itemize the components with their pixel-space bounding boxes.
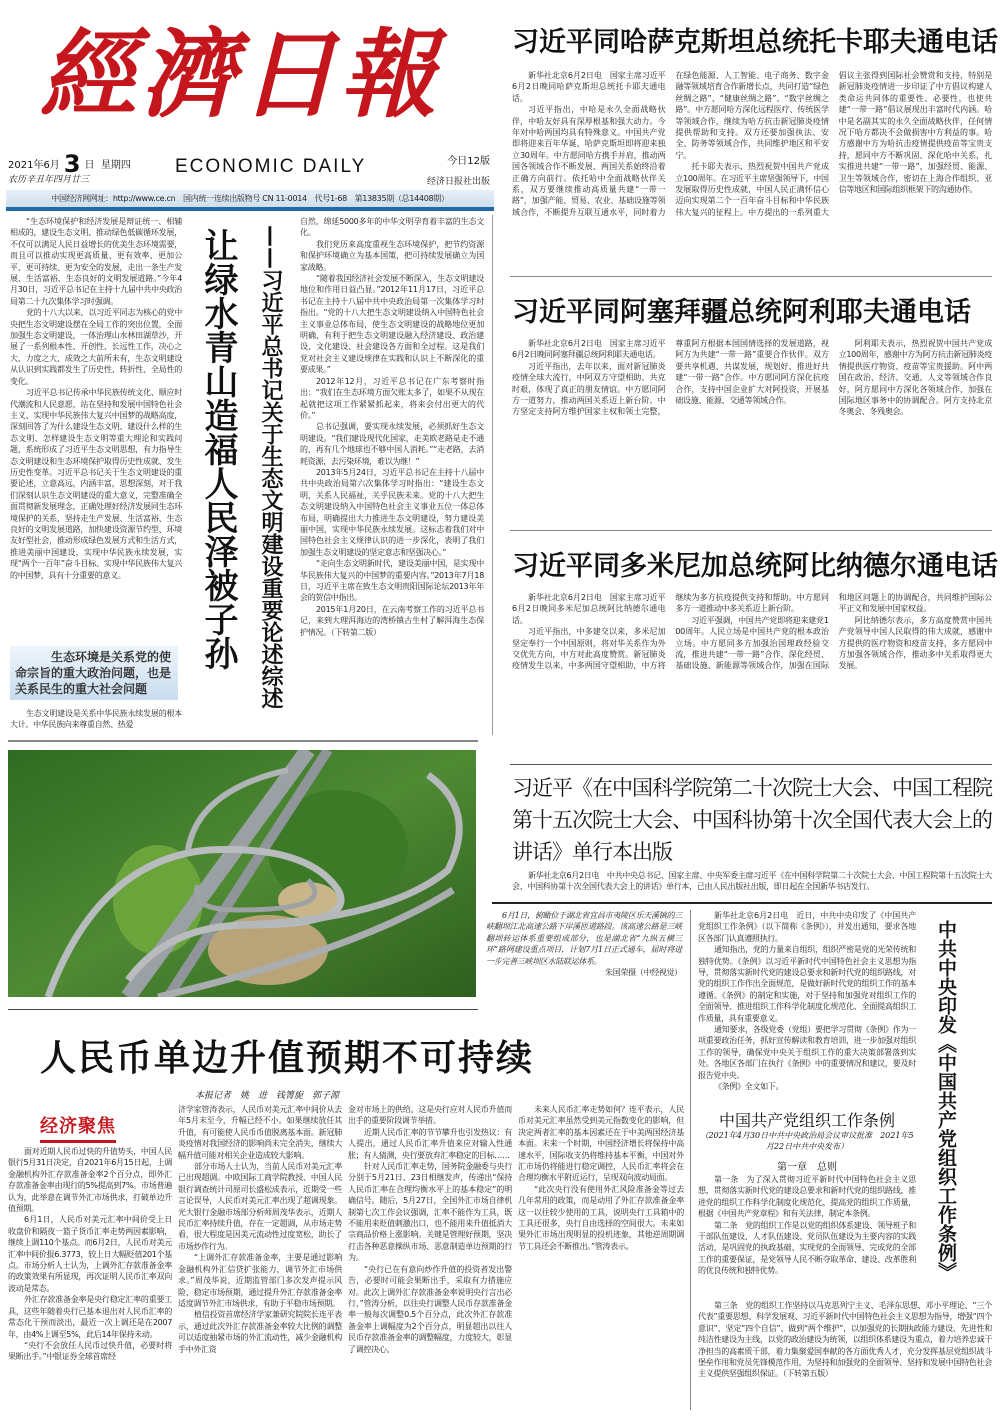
- paragraph: 总书记强调，要实现永续发展，必须抓好生态文明建设。“我们建设现代化国家，走美欧老路是走不通的，再有几个地球也不够中国人消耗。”“走老路，去消耗资源，去污染环境，难以为继！”: [300, 422, 484, 466]
- kazakhstan-headline: 习近平同哈萨克斯坦总统托卡耶夫通电话: [512, 27, 998, 58]
- lead-headline: 让绿水青山造福人民泽被子孙: [198, 228, 238, 670]
- paragraph: “央行不会放任人民币过快升值，必要时将果断出手。”中银证券全球首席经: [8, 1340, 172, 1362]
- paragraph: “生态环境保护和经济发展是辩证统一、相辅相成的，建设生态文明、推动绿色低碳循环发展，不仅可以满足人民日益增长的优美生态环境需要，而且可以推动实现更高质量、更有效率、更加公平、更可持续、更为安全的发展，走出一条生产发展、生活富裕、生态良好的文明发展道路。”今年4月30日，习近平总书记在主持十九届中共中央政治局第二十九次集体学习时强调。: [10, 217, 182, 306]
- photo-credit: 朱国荣摄（中经视觉）: [605, 968, 682, 978]
- publisher-label: 经济日报社出版: [426, 177, 490, 187]
- issue-month: 2021年6月: [8, 160, 60, 171]
- paragraph: 通知指出，党的力量来自组织，组织严密是党的光荣传统和独特优势。《条例》以习近平新时代中国特色社会主义思想为指导，贯彻落实新时代党的建设总要求和新时代党的组织路线，对党的组织工作作出全面规范，是做好新时代党的组织工作的基本遵循。《条例》的制定和实施，对于坚持和加强党对组织工作的全面领导、推进组织工作科学化制度化规范化、全面提高组织工作质量，具有重要意义。: [698, 945, 916, 1023]
- paragraph: 2015年1月20日，在云南考察工作的习近平总书记，来到大理洱海边的湾桥镇古生村了解洱海生态保护情况。（下转第二版）: [300, 604, 484, 637]
- paragraph: 习近平指出，去年以来，面对新冠肺炎疫情全球大流行，中阿双方守望相助、共克时艰，体现了真正的朋友情谊。中方愿同阿方一道努力，推动两国关系迈上新台阶。中方坚定支持阿方维护国家主权和领土完整，尊重阿方根据本国国情选择的发展道路，视阿方为共建“一带一路”重要合作伙伴。双方要共享机遇、共谋发展，规划好、推进好共建“一带一路”合作。中方愿同阿方深化抗疫合作，支持中国企业扩大对阿投资，开展基础设施、能源、交通等领域合作。: [512, 339, 829, 417]
- paragraph: 习近平指出，中哈是永久全面战略伙伴，中哈友好具有深厚根基和强大动力。今年对中哈两国均具有特殊意义。中国共产党即将迎来百年华诞，哈萨克斯坦即将迎来独立30周年。中方愿同哈方携手并肩，推动两国各领域合作不断发展、两国关系始终沿着正确方向前行。依托哈中全面战略伙伴关系，双方要继续推动高质量共建“一带一路”，加强产能、贸易、农业、基础设施等领域合作，不断提升互联互通水平，同时着力在绿色能源、人工智能、电子商务、数字金融等领域培育合作新增长点，共同打造“绿色丝绸之路”、“健康丝绸之路”、“数字丝绸之路”。中方愿同哈方深化远程医疗、传统医学等领域合作，继续为哈方抗击新冠肺炎疫情提供帮助和支持。双方还要加强执法、安全、防务等领域合作，共同维护地区和平安宁。: [512, 71, 829, 217]
- lead-article-col2: [300, 216, 484, 638]
- paragraph: 第二条 党的组织工作是以党的组织体系建设、领导班子和干部队伍建设、人才队伍建设、党员队伍建设为主要内容的实践活动，是巩固党的执政基础、实现党的全面领导、完成党的全部工作的重要保证，是党领导人民不断夺取革命、建设、改革胜利的优良传统和独特优势。: [698, 1220, 916, 1276]
- column-divider: [690, 910, 691, 1410]
- section-divider: [510, 764, 992, 765]
- paragraph: 新华社北京6月2日电 近日，中共中央印发了《中国共产党组织工作条例》（以下简称《条例》），并发出通知，要求各地区各部门认真遵照执行。: [698, 911, 916, 943]
- paragraph: 我们党历来高度重视生态环境保护，把节约资源和保护环境确立为基本国策，把可持续发展确立为国家战略。: [300, 239, 484, 272]
- azerbaijan-body: [512, 338, 992, 418]
- rmb-headline: 人民币单边升值预期不可持续: [40, 1038, 535, 1079]
- regulation-vertical-headline: 中共中央印发《中国共产党组织工作条例》: [935, 920, 957, 1281]
- paragraph: “央行已在有意向炒作升值的投资者发出警告，必要时可能会果断出手，采取有力措施应对。此次上调外汇存款准备金率说明央行言出必行，”管涛分析，以往央行调整人民币存款准备金率一般每次调整0.5个百分点，此次外汇存款准备金率上调幅度为2个百分点，明显超出以往人民币存款准备金率的调整幅度，力度较大，彰显了调控决心。: [348, 1264, 512, 1354]
- column-divider: [492, 215, 493, 735]
- newspaper-logo: 經濟日報: [40, 18, 440, 131]
- section-divider: [510, 530, 992, 531]
- paragraph: 阿比纳德尔表示，多方高度赞赏中国共产党领导中国人民取得的伟大成就，感谢中方提供的医疗物资和疫苗支持，多方愿同中方加强各领域合作，推动多中关系取得更大发展。: [838, 615, 992, 671]
- caption-text: 6月1日，俯瞰位于湖北省宜昌市夷陵区乐天溪镇的三峡翻坝江北高速公路下岸溪匝道路段。该高速公路是三峡翻坝转运体系重要组成部分，也是湖北省“九纵五横三环”路网建设重点项目，计划7月1日正式通车，届时将进一步完善三峡坝区水陆联运体系。: [486, 911, 682, 966]
- regulation-articles: [698, 1174, 916, 1277]
- regulation-articles-cont: [698, 1300, 992, 1380]
- lead-subheadline: ——习近平总书记关于生态文明建设重要论述综述: [258, 225, 283, 709]
- rmb-col3: [348, 1104, 512, 1355]
- paragraph: 新华社北京6月2日电 国家主席习近平6月2日晚同哈萨克斯坦总统托卡耶夫通电话。: [512, 71, 666, 103]
- paragraph: 新华社北京6月2日电 中共中央总书记、国家主席、中央军委主席习近平《在中国科学院第二十次院士大会、中国工程院第十五次院士大会、中国科协第十次全国代表大会上的讲话》单行本，已由人民出版社出版，即日起在全国新华书店发行。: [512, 871, 992, 892]
- section-divider: [8, 1009, 478, 1010]
- paragraph: 部分市场人士认为，当前人民币对美元汇率已出现超调。中欧国际工商学院教授、中国人民银行调查统计司原司长盛松成表示，近期受一些言论误导，人民币对美元汇率出现了超调现象。光大银行金融市场部分析师周茂华表示，近期人民币汇率持续升值，存在一定超调，从市场走势看，很大程度是因美元流动性过度宽松，助长了市场炒作行为。: [178, 1162, 342, 1251]
- paragraph: 针对人民币汇率走势，国务院金融委与央行分别于5月21日、23日相继发声，传递出“保持人民币汇率在合理均衡水平上的基本稳定”的明确信号。随后，5月27日，全国外汇市场自律机制第七次工作会议强调，汇率不能作为工具，既不能用来贬值刺激出口，也不能用来升值抵消大宗商品价格上涨影响。关键是管理好预期，坚决打击各种恶意操纵市场、恶意制造单边预期的行为。: [348, 1162, 512, 1263]
- paragraph: 济学家管涛表示，人民币对美元汇率中间价从去年5月末至今，升幅已经不小。如果继续放任其升值，有可能使人民币币值脱离基本面。新冠肺炎疫情对我国经济的影响尚未完全消失，继续大幅升值可能对相关企业造成较大影响。: [178, 1105, 342, 1160]
- info-bar: 中国经济网网址：http://www.ce.cn 国内统一连续出版物号 CN 11-0014 代号1-68 第13835期（总14408期）: [6, 190, 494, 207]
- paragraph: 习近平总书记传承中华民族传统文化、顺应时代潮流和人民意愿，站在坚持和发展中国特色社会主义、实现中华民族伟大复兴中国梦的战略高度，深刻回答了为什么建设生态文明、建设什么样的生态文明、怎样建设生态文明等重大理论和实践问题，系统形成了习近平生态文明思想，有力指导生态文明建设和生态环境保护取得历史性成就、发生历史性变革。习近平总书记关于生态文明建设的重要论述，立意高远，内涵丰富，思想深刻，对于我们深刻认识生态文明建设的重大意义，完整准确全面贯彻新发展理念，正确处理好经济发展同生态环境保护的关系，坚持走生产发展、生活富裕、生态良好的文明发展道路，加快建设资源节约型、环境友好型社会，推动形成绿色发展方式和生活方式，推进美丽中国建设，实现中华民族永续发展，实现“两个一百年”奋斗目标、实现中华民族伟大复兴的中国梦，具有十分重要的意义。: [10, 388, 182, 580]
- paragraph: 6月1日，人民币对美元汇率中间价受上日收盘价和隔夜一篮子货币汇率走势两因素影响，继续上调110个基点。而6月2日，人民币对美元汇率中间价报6.3773，较上日大幅贬值201个基点。市场分析人士认为，上调外汇存款准备金率的政策效果有所显现，再次证明人民币汇率双向波动是常态。: [8, 1215, 172, 1293]
- paragraph: 第一条 为了深入贯彻习近平新时代中国特色社会主义思想，贯彻落实新时代党的建设总要求和新时代党的组织路线，推进党的组织工作科学化制度化规范化，提高党的组织工作质量，根据《中国共产党章程》和有关法律，制定本条例。: [698, 1175, 916, 1219]
- section-divider: [510, 276, 992, 277]
- book-body: [512, 870, 992, 893]
- paragraph: 托卡耶夫表示，热烈祝贺中国共产党成立100周年。在习近平主席坚强领导下，中国发展取得历史性成就，中国人民正满怀信心迈向实现第二个一百年奋斗目标和中华民族伟大复兴的征程上。中方提出的一系列重大倡议主张得到国际社会赞赏和支持，特别是新冠肺炎疫情进一步印证了中方倡议构建人类命运共同体的重要性、必要性，也使共建“一带一路”倡议展现出丰富时代内涵。哈中是名副其实的永久全面战略伙伴，任何情况下哈方都决不会做损害中方利益的事。哈方感谢中方为哈抗击疫情提供疫苗等宝贵支持，愿同中方不断巩固、深化哈中关系，扎实推进共建“一带一路”，加强经贸、能源、卫生等领域合作，密切在上海合作组织、亚信等地区和国际组织框架下的沟通协作。: [675, 71, 992, 217]
- regulation-intro: [698, 910, 916, 1093]
- paragraph: 面对近期人民币过快的升值势头，中国人民银行5月31日决定，自2021年6月15日起，上调金融机构外汇存款准备金率2个百分点，即外汇存款准备金率由现行的5%提高到7%。市场普遍认为，此举意在调节外汇市场供求，打破单边升值预期。: [8, 1147, 172, 1214]
- paragraph: 2013年5月24日，习近平总书记在主持十八届中共中央政治局第六次集体学习时指出：“建设生态文明，关系人民福祉，关乎民族未来。党的十八大把生态文明建设纳入中国特色社会主义事业五位一体总体布局，明确提出大力推进生态文明建设，努力建设美丽中国，实现中华民族永续发展。这标志着我们对中国特色社会主义规律认识的进一步深化，表明了我们加强生态文明建设的坚定意志和坚强决心。”: [300, 467, 484, 557]
- paragraph: 阿利耶夫表示，热烈祝贺中国共产党成立100周年，感谢中方为阿方抗击新冠肺炎疫情提供医疗物资、疫苗等宝贵援助。阿中两国在政治、经济、交通、人文等领域合作良好，阿方愿同中方深化各领域合作，加强在国际地区事务中的协调配合。阿方支持北京冬奥会、冬残奥会。: [838, 339, 992, 417]
- book-headline: 习近平《在中国科学院第二十次院士大会、中国工程院第十五次院士大会、中国科协第十次全国代表大会上的讲话》单行本出版: [512, 776, 992, 864]
- paragraph: 近期人民币汇率的节节攀升也引发热议：有人提出，通过人民币汇率升值来应对输入性通胀；有人猜测，央行要放弃汇率稳定的目标……: [348, 1127, 512, 1160]
- section-tag: 经济聚焦: [40, 1112, 116, 1143]
- section-divider: [8, 740, 478, 742]
- rmb-col4: [518, 1104, 684, 1252]
- rmb-col1: [8, 1146, 172, 1363]
- paragraph: 未来人民币汇率走势如何？连平表示，人民币对美元汇率虽然受到美元指数变化的影响，但决定两者汇率的基本因素还在于中美两国经济基本面。未来一个时期，中国经济增长将保持中高速水平，国际收支仍将维持基本平衡，中国对外汇市场仍将能进行稳定调控，人民币汇率将会在合理均衡水平附近运行，呈现双向波动局面。: [518, 1105, 684, 1183]
- paragraph: 新华社北京6月2日电 国家主席习近平6月2日晚同多米尼加总统阿比纳德尔通电话。: [512, 593, 666, 625]
- highway-photo: [8, 750, 476, 997]
- kazakhstan-body: [512, 70, 992, 218]
- paragraph: “随着我国经济社会发展不断深入，生态文明建设地位和作用日益凸显。”2012年11月17日，习近平总书记在主持十八届中共中央政治局第一次集体学习时指出。“党的十八大把生态文明建设纳入中国特色社会主义事业总体布局，使生态文明建设的战略地位更加明确，有利于把生态文明建设融入经济建设、政治建设、文化建设、社会建设各方面和全过程。这是我们党对社会主义建设规律在实践和认识上不断深化的重要成果。”: [300, 274, 484, 375]
- info-bar-rule: [6, 207, 494, 211]
- azerbaijan-headline: 习近平同阿塞拜疆总统阿利耶夫通电话: [512, 297, 971, 328]
- paragraph: 生态文明建设是关系中华民族永续发展的根本大计。中华民族向来尊重自然、热爱: [10, 709, 182, 730]
- paragraph: 第三条 党的组织工作坚持以马克思列宁主义、毛泽东思想、邓小平理论、“三个代表”重要思想、科学发展观、习近平新时代中国特色社会主义思想为指导，增强“四个意识”、坚定“四个自信”、做到“两个维护”，以加强党的长期执政能力建设、先进性和纯洁性建设为主线，以党的政治建设为统领，以组织体系建设为重点，着力培养忠诚干净担当的高素质干部，着力集聚爱国奉献的各方面优秀人才，充分发挥基层党组织战斗堡垒作用和党员先锋模范作用，为坚持和加强党的全面领导、坚持和发展中国特色社会主义提供坚强组织保证。（下转第五版）: [698, 1301, 992, 1379]
- paragraph: 金对市场上的供给。这是央行应对人民币升值而出手的重要阶段调节举措。: [348, 1105, 512, 1126]
- paragraph: 植信投资首席经济学家兼研究院院长连平表示，通过此次外汇存款准备金率较大比例的调整可以适度抽紧市场的外汇流动性，减少金融机构手中外汇资: [178, 1310, 342, 1354]
- rmb-col2: [178, 1104, 342, 1355]
- dominica-body: [512, 592, 992, 672]
- pull-quote: [10, 646, 178, 700]
- english-title: ECONOMIC DAILY: [175, 156, 367, 177]
- paragraph: 习近平强调，中国共产党即将迎来建党100周年。人民立场是中国共产党的根本政治立场。中方愿同多方加强治国理政经验交流，推进共建“一带一路”合作，深化经贸、基础设施、新能源等领域合作，加强在国际和地区问题上的协调配合，共同维护国际公平正义和发展中国家权益。: [675, 593, 992, 671]
- paragraph: 2012年12月，习近平总书记在广东考察时指出：“我们在生态环境方面欠账太多了，如果不从现在起就把这项工作紧紧抓起来，将来会付出更大的代价。”: [300, 376, 484, 420]
- paragraph: 新华社北京6月2日电 国家主席习近平6月2日晚同阿塞拜疆总统阿利耶夫通电话。: [512, 339, 666, 360]
- paragraph: 《条例》全文如下。: [714, 1082, 784, 1092]
- paragraph: “此次央行没有使用外汇风险准备金等过去几年常用的政策，而是动用了外汇存款准备金率这一以往较少使用的工具，说明央行工具箱中的工具还很多，央行自由选择的空间很大。未来如果外汇市场出现明显的投机迹象，其他逆周期调节工具还会不断推出。”管涛表示。: [518, 1184, 684, 1251]
- lead-article-col1-tail: [10, 708, 182, 731]
- rmb-byline: 本报记者 姚 进 钱箐旎 郭子源: [195, 1091, 340, 1101]
- paragraph: 通知要求，各级党委（党组）要把学习贯彻《条例》作为一项重要政治任务，抓好宣传解读和教育培训，进一步加强对组织工作的领导，确保党中央关于组织工作的重大决策部署落到实处。各地区各部门在执行《条例》中的重要情况和建议，要及时报告党中央。: [698, 1025, 916, 1080]
- section-divider: [492, 902, 992, 904]
- edition-count: 今日12版: [447, 156, 490, 167]
- issue-day: 3: [63, 150, 81, 178]
- lunar-date: 农历辛丑年四月廿三: [8, 175, 90, 185]
- paragraph: 自然，绵延5000多年的中华文明孕育着丰富的生态文化。: [300, 217, 484, 238]
- paragraph: 党的十八大以来，以习近平同志为核心的党中央把生态文明建设摆在全局工作的突出位置，全面加强生态文明建设，一体治理山水林田湖草沙，开展了一系列根本性、开创性、长远性工作，决心之大、力度之大、成效之大前所未有，生态文明建设从认识到实践都发生了历史性、转折性、全局性的变化。: [10, 308, 182, 386]
- lead-article-col1: [10, 216, 182, 581]
- photo-caption: [486, 910, 682, 978]
- dominica-headline: 习近平同多米尼加总统阿比纳德尔通电话: [512, 551, 998, 582]
- regulation-doc-title: 中国共产党组织工作条例: [718, 1111, 895, 1130]
- highway-interchange-image: [8, 750, 476, 997]
- paragraph: 外汇存款准备金率是央行稳定汇率的重要工具，这些年随着央行已基本退出对人民币汇率的常态化干预而淡出，最近一次上调还是在2007年，由4%上调至5%，此后14年保持未动。: [8, 1295, 172, 1339]
- pull-quote-text: 生态环境是关系党的使命宗旨的重大政治问题，也是关系民生的重大社会问题: [15, 650, 172, 696]
- issue-day-suffix: 日: [84, 160, 95, 171]
- issue-weekday: 星期四: [100, 160, 131, 171]
- paragraph: “走向生态文明新时代，建设美丽中国，是实现中华民族伟大复兴的中国梦的重要内容。”2013年7月18日，习近平主席在致生态文明贵阳国际论坛2013年年会的贺信中指出。: [300, 559, 484, 603]
- paragraph: “上调外汇存款准备金率，主要是通过影响金融机构外汇信贷扩张能力，调节外汇市场供求。”周茂华说，近期监管部门多次发声提示风险、稳定市场预期，通过提升外汇存款准备金率适度调节外汇市场供求，有助于平稳市场预期。: [178, 1253, 342, 1308]
- paragraph: 习近平指出，中多建交以来，多米尼加坚定奉行一个中国原则，将对华关系作为外交优先方向，中方对此高度赞赏。新冠肺炎疫情发生以来，中多两国守望相助，中方将继续为多方抗疫提供支持和帮助。中方愿同多方一道推动中多关系迈上新台阶。: [512, 593, 829, 671]
- regulation-doc-note: （2021年4月30日中共中央政治局会议审议批准 2021年5月22日中共中央发布）: [700, 1131, 914, 1151]
- regulation-chapter: 第一章 总则: [777, 1162, 837, 1173]
